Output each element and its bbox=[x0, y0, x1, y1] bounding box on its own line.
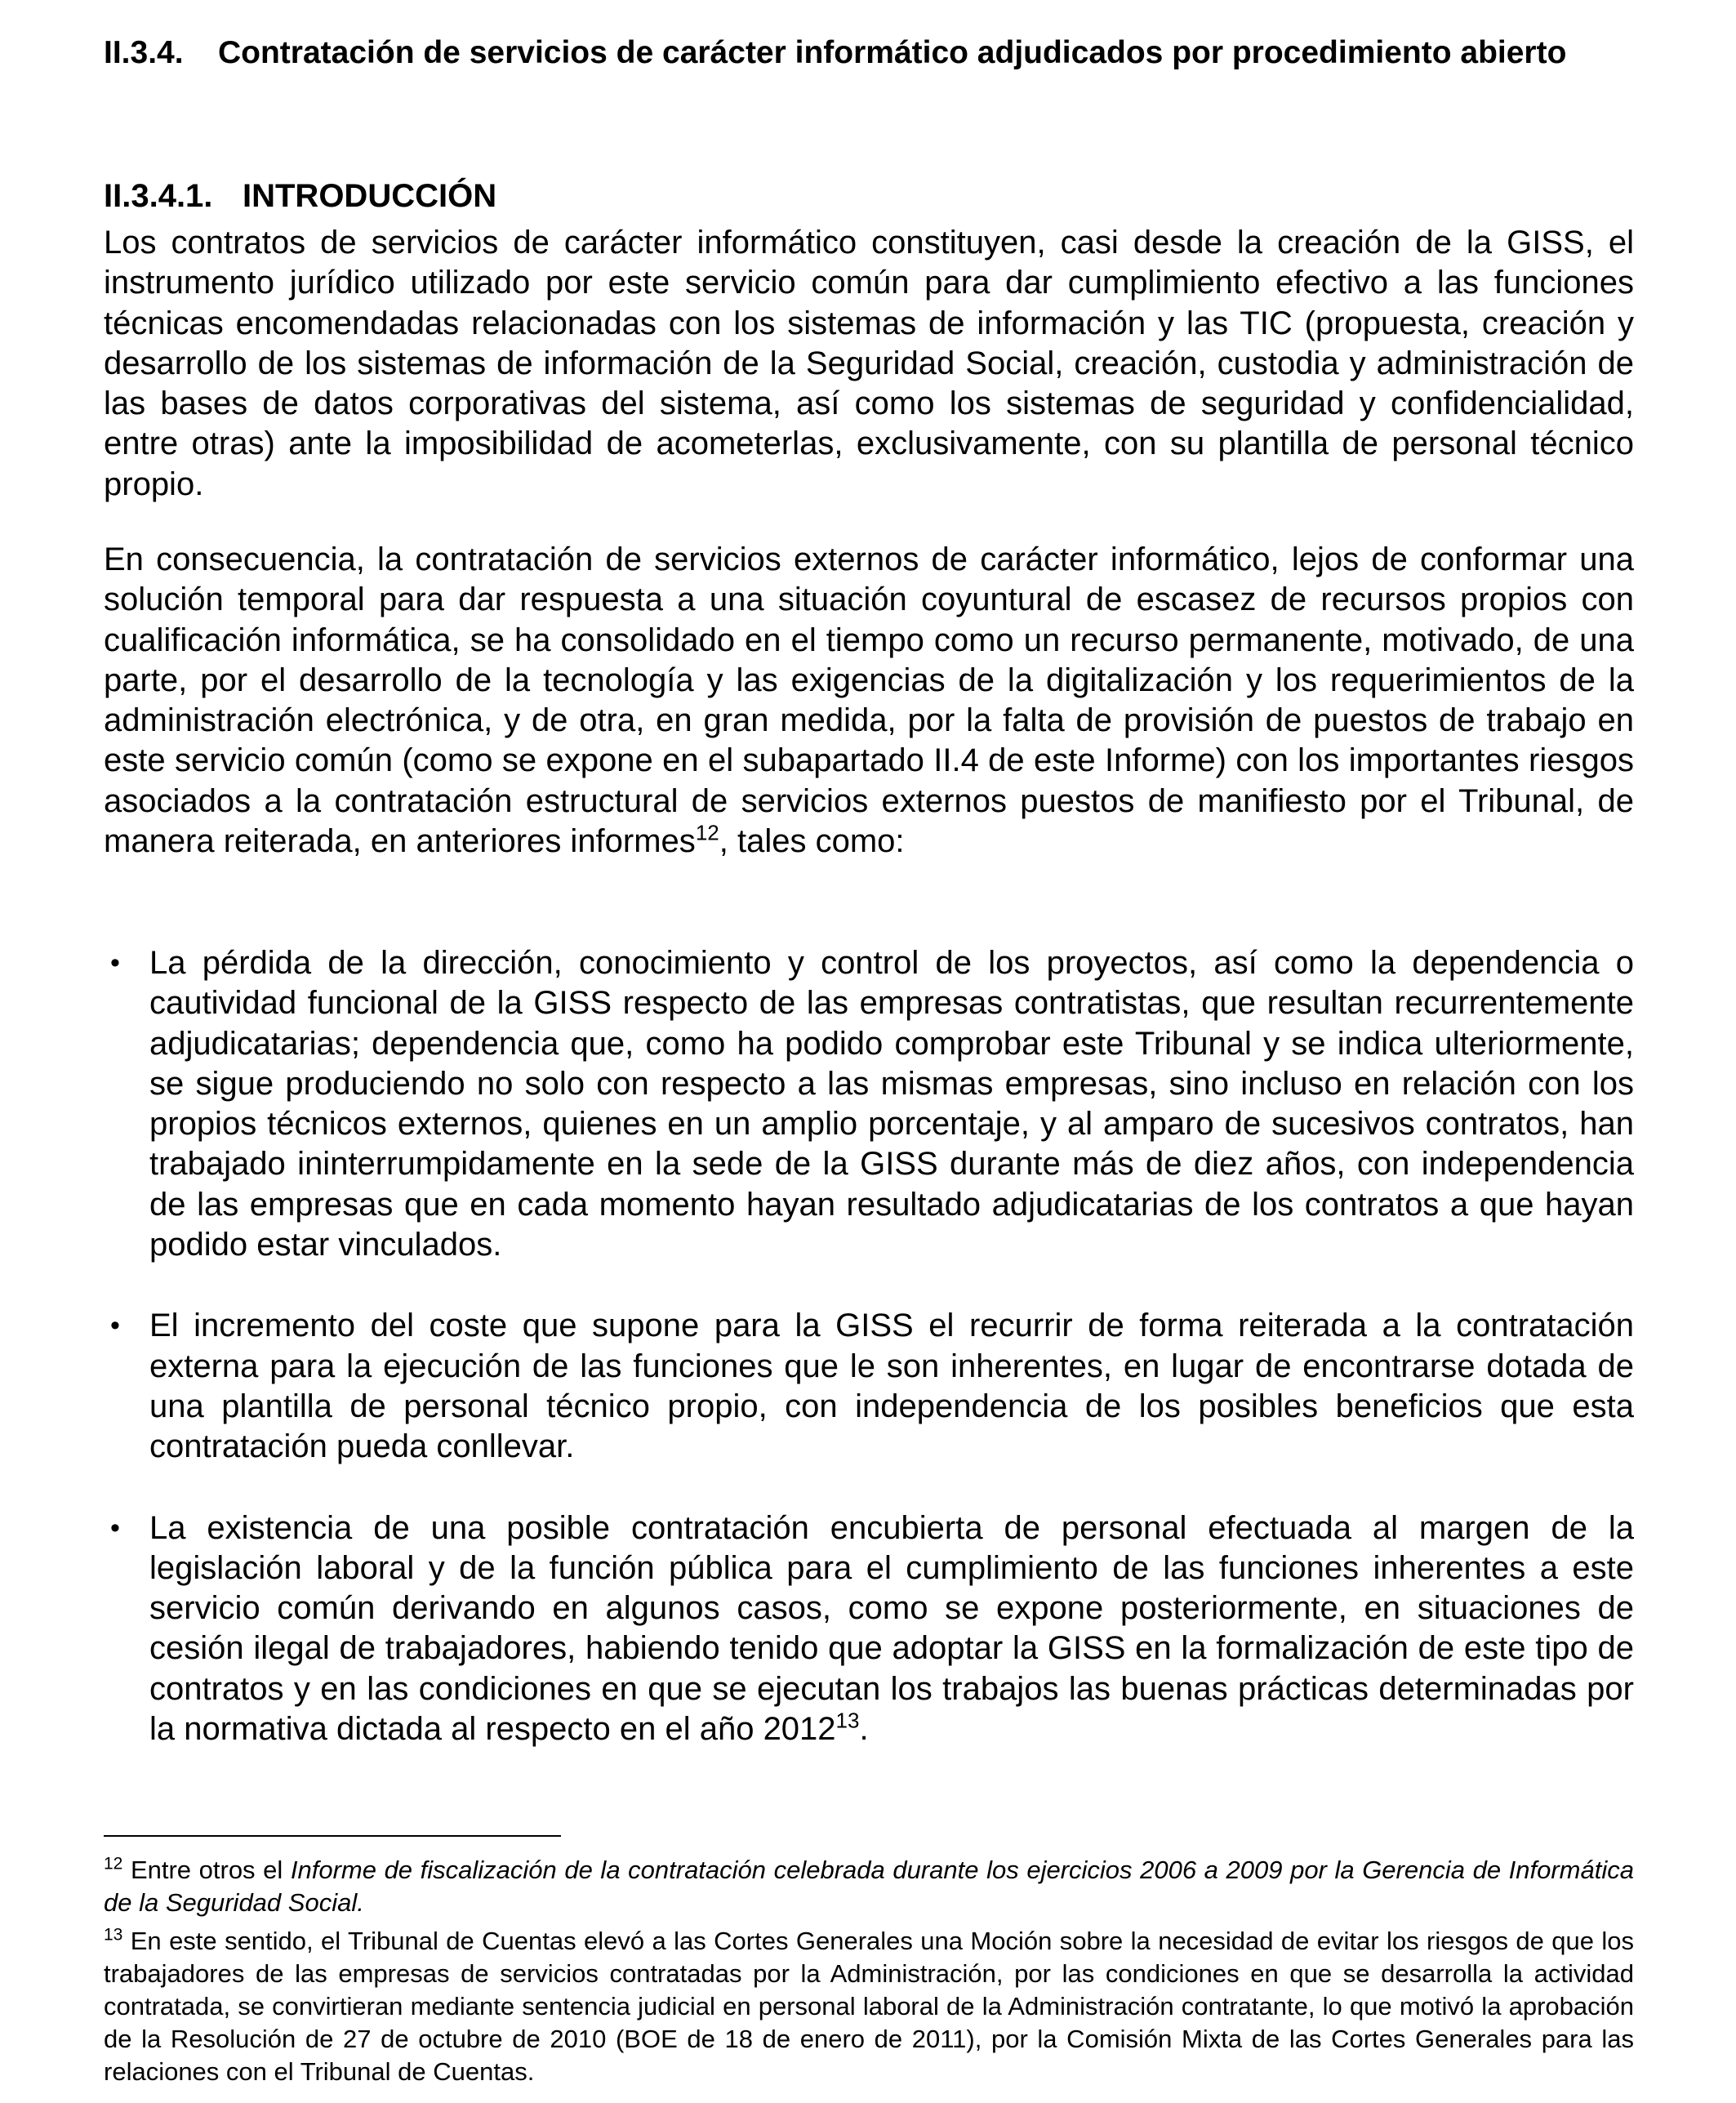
bullet-icon: • bbox=[110, 1512, 120, 1544]
list-item-text: La existencia de una posible contratación encubierta de personal efectuada al margen de la legislación laboral y de la función pública para el cumplimiento de las funciones inherentes a este servicio común derivando en algunos casos, como se expone posteriormente, en situaciones de cesión ilegal de trabajadores, habiendo tenido que adoptar la GISS en la formalización de este tipo de contratos y en las condiciones en que se ejecutan los trabajos las buenas prácticas determinadas por la normativa dictada al respecto en el año 2012 bbox=[149, 1509, 1634, 1748]
subsection-heading bbox=[104, 176, 496, 216]
paragraph-intro: Los contratos de servicios de carácter informático constituyen, casi desde la creación de la GISS, el instrumento jurídico utilizado por este servicio común para dar cumplimiento efectivo a las funciones técnicas encomendadas relacionadas con los sistemas de información y las TIC (propuesta, creación y desarrollo de los sistemas de información de la Seguridad Social, creación, custodia y administración de las bases de datos corporativas del sistema, así como los sistemas de seguridad y confidencialidad, entre otras) ante la imposibilidad de acometerlas, exclusivamente, con su plantilla de personal técnico propio. bbox=[104, 225, 1634, 502]
footnote-divider bbox=[104, 1835, 561, 1837]
footnote-number: 13 bbox=[104, 1925, 123, 1945]
section-number: II.3.4. bbox=[104, 35, 184, 71]
footnote-lead: Entre otros el bbox=[122, 1856, 291, 1884]
subsection-number: II.3.4.1. bbox=[104, 178, 213, 214]
list-item bbox=[104, 1508, 1634, 1750]
list-item-text: La pérdida de la dirección, conocimiento y control de los proyectos, así como la dependencia o cautividad funcional de la GISS respecto de las empresas contratistas, que resultan recurrentemente adjudicatarias; dependencia que, como ha podido comprobar este Tribunal y se indica ulteriormente, se sigue produciendo no solo con respecto a las mismas empresas, sino incluso en relación con los propios técnicos externos, quienes en un amplio porcentaje, y al amparo de sucesivos contratos, han trabajado ininterrumpidamente en la sede de la GISS durante más de diez años, con independencia de las empresas que en cada momento hayan resultado adjudicatarias de los contratos a que hayan podido estar vinculados. bbox=[149, 945, 1634, 1263]
list-item-text: El incremento del coste que supone para la GISS el recurrir de forma reiterada a la contratación externa para la ejecución de las funciones que le son inherentes, en lugar de encontrarse dotada de una plantilla de personal técnico propio, con independencia de los posibles beneficios que esta contratación pueda conllevar. bbox=[149, 1308, 1634, 1465]
footnote-text: En este sentido, el Tribunal de Cuentas elevó a las Cortes Generales una Moción sobre la necesidad de evitar los riesgos de que los trabajadores de las empresas de servicios contratadas por la Administración, por las condiciones en que se desarrolla la actividad contratada, se convirtieran mediante sentencia judicial en personal laboral de la Administración contratante, lo que motivó la aprobación de la Resolución de 27 de octubre de 2010 (BOE de 18 de enero de 2011), por la Comisión Mixta de las Cortes Generales para las relaciones con el Tribunal de Cuentas. bbox=[104, 1927, 1634, 2086]
footnote-number: 12 bbox=[104, 1854, 123, 1874]
list-item-tail: . bbox=[859, 1711, 869, 1748]
list-item bbox=[104, 943, 1634, 1265]
list-item bbox=[104, 1306, 1634, 1467]
section-title: Contratación de servicios de carácter informático adjudicados por procedimiento abierto bbox=[218, 35, 1567, 71]
bullet-icon: • bbox=[110, 947, 120, 978]
section-heading bbox=[104, 33, 1634, 74]
bullet-icon: • bbox=[110, 1310, 120, 1342]
subsection-title: INTRODUCCIÓN bbox=[243, 178, 497, 214]
footnote-13 bbox=[104, 1925, 1634, 2088]
footnote-ref-12[interactable]: 12 bbox=[695, 820, 719, 845]
footnote-report-title: Informe de fiscalización de la contratación celebrada durante los ejercicios 2006 a 2009 por la Gerencia de Informática de la Seguridad Social. bbox=[104, 1856, 1634, 1917]
footnote-12 bbox=[104, 1854, 1634, 1919]
paragraph-consequence-tail: , tales como: bbox=[719, 823, 905, 860]
paragraph-consequence bbox=[104, 540, 1634, 862]
paragraph-consequence-text: En consecuencia, la contratación de servicios externos de carácter informático, lejos de conformar una solución temporal para dar respuesta a una situación coyuntural de escasez de recursos propios con cualificación informática, se ha consolidado en el tiempo como un recurso permanente, motivado, de una parte, por el desarrollo de la tecnología y las exigencias de la digitalización y los requerimientos de la administración electrónica, y de otra, en gran medida, por la falta de provisión de puestos de trabajo en este servicio común (como se expone en el subapartado II.4 de este Informe) con los importantes riesgos asociados a la contratación estructural de servicios externos puestos de manifiesto por el Tribunal, de manera reiterada, en anteriores informes bbox=[104, 541, 1634, 860]
footnote-ref-13[interactable]: 13 bbox=[835, 1708, 860, 1733]
risk-list bbox=[104, 943, 1634, 1790]
